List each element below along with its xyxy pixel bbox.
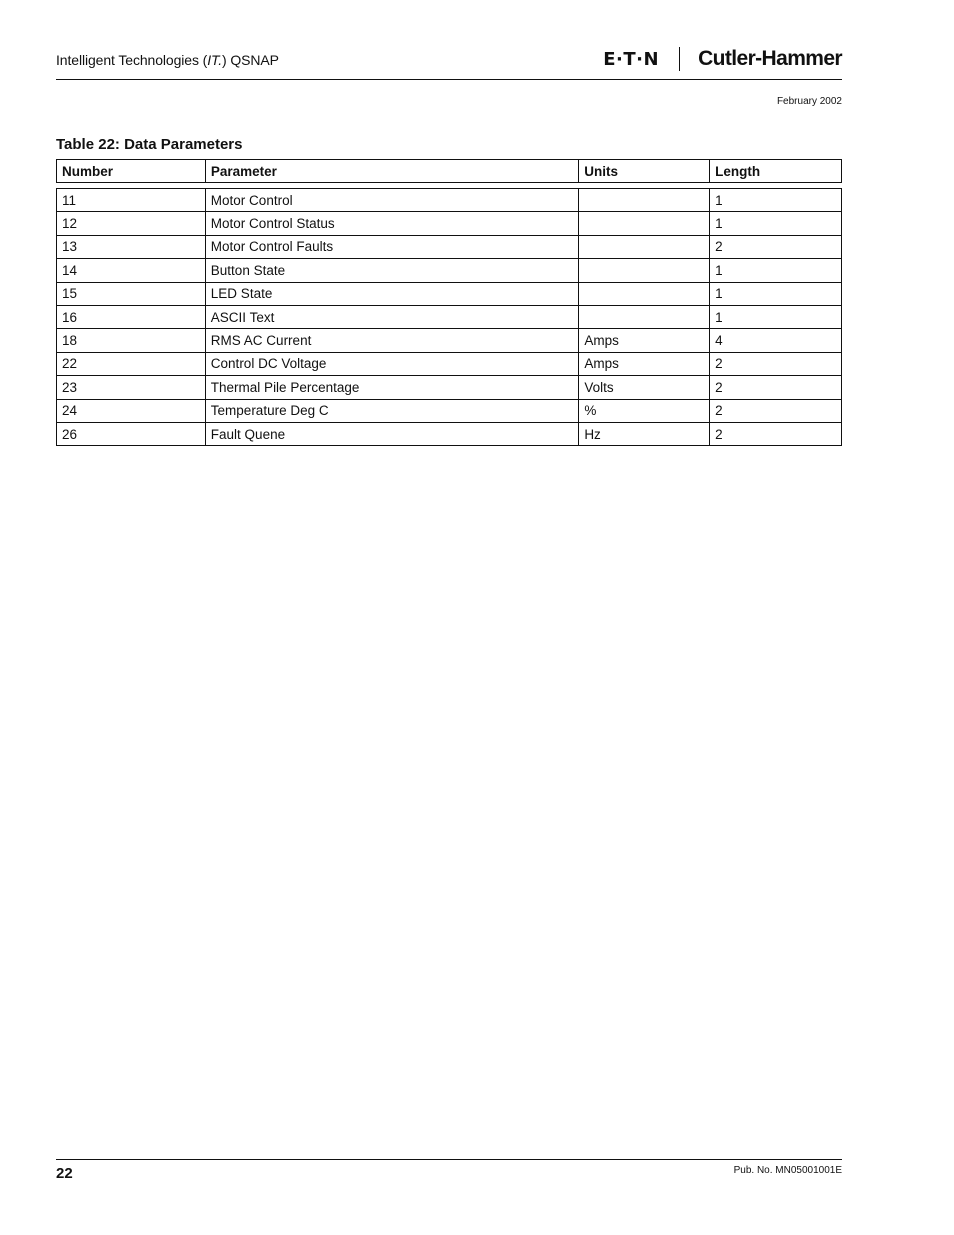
- cell-units: Amps: [579, 329, 710, 352]
- table-row: [57, 282, 842, 305]
- cell-parameter: LED State: [205, 282, 579, 305]
- cell-parameter: Temperature Deg C: [205, 399, 579, 422]
- table-row: [57, 399, 842, 422]
- publication-date: February 2002: [776, 96, 842, 107]
- table-header: [56, 159, 842, 183]
- page-number: 22: [56, 1165, 73, 1182]
- table-row: [57, 235, 842, 258]
- cell-parameter: Motor Control Faults: [205, 235, 579, 258]
- cell-units: %: [579, 399, 710, 422]
- table-caption: Table 22: Data Parameters: [56, 136, 243, 153]
- column-header-number: Number: [57, 160, 206, 183]
- cell-units: Volts: [579, 376, 710, 399]
- cell-length: 1: [710, 305, 842, 328]
- cell-parameter: Motor Control: [205, 189, 579, 212]
- table-row: [57, 305, 842, 328]
- cell-parameter: RMS AC Current: [205, 329, 579, 352]
- cutler-hammer-logo: Cutler-Hammer: [698, 47, 842, 70]
- table-row: [57, 259, 842, 282]
- cell-units: [579, 235, 710, 258]
- column-header-units: Units: [579, 160, 710, 183]
- cell-parameter: Control DC Voltage: [205, 352, 579, 375]
- cell-number: 12: [57, 212, 206, 235]
- cell-units: Amps: [579, 352, 710, 375]
- cell-number: 11: [57, 189, 206, 212]
- cell-length: 1: [710, 259, 842, 282]
- cell-length: 1: [710, 212, 842, 235]
- table-row: [57, 376, 842, 399]
- cell-number: 23: [57, 376, 206, 399]
- cell-number: 22: [57, 352, 206, 375]
- cell-parameter: ASCII Text: [205, 305, 579, 328]
- cell-number: 26: [57, 422, 206, 445]
- cell-parameter: Fault Quene: [205, 422, 579, 445]
- header-rule: [56, 79, 842, 80]
- cell-number: 16: [57, 305, 206, 328]
- cell-number: 24: [57, 399, 206, 422]
- column-header-length: Length: [710, 160, 842, 183]
- document-header-title: [56, 52, 279, 68]
- cell-units: Hz: [579, 422, 710, 445]
- cell-length: 2: [710, 422, 842, 445]
- cell-units: [579, 189, 710, 212]
- eaton-logo: E·T·N: [603, 48, 660, 70]
- column-header-parameter: Parameter: [205, 160, 578, 183]
- cell-length: 2: [710, 399, 842, 422]
- cell-units: [579, 212, 710, 235]
- cell-length: 1: [710, 189, 842, 212]
- header-title-suffix: ) QSNAP: [222, 52, 279, 68]
- cell-parameter: Motor Control Status: [205, 212, 579, 235]
- cell-length: 1: [710, 282, 842, 305]
- table-row: [57, 422, 842, 445]
- table-row: [57, 212, 842, 235]
- cell-parameter: Button State: [205, 259, 579, 282]
- brand-logo: [603, 46, 842, 72]
- cell-number: 18: [57, 329, 206, 352]
- table-row: [57, 329, 842, 352]
- cell-number: 15: [57, 282, 206, 305]
- cell-units: [579, 305, 710, 328]
- data-parameters-table: [56, 188, 842, 446]
- table-row: [57, 189, 842, 212]
- cell-length: 4: [710, 329, 842, 352]
- publication-number: Pub. No. MN05001001E: [733, 1165, 842, 1176]
- cell-number: 14: [57, 259, 206, 282]
- cell-length: 2: [710, 352, 842, 375]
- header-title-prefix: Intelligent Technologies (: [56, 52, 208, 68]
- table-row: [57, 352, 842, 375]
- cell-units: [579, 259, 710, 282]
- header-title-italic: IT.: [207, 52, 222, 68]
- cell-length: 2: [710, 376, 842, 399]
- cell-parameter: Thermal Pile Percentage: [205, 376, 579, 399]
- cell-units: [579, 282, 710, 305]
- cell-length: 2: [710, 235, 842, 258]
- brand-divider: [679, 47, 680, 71]
- cell-number: 13: [57, 235, 206, 258]
- footer-rule: [56, 1159, 842, 1160]
- header-row: [57, 160, 842, 183]
